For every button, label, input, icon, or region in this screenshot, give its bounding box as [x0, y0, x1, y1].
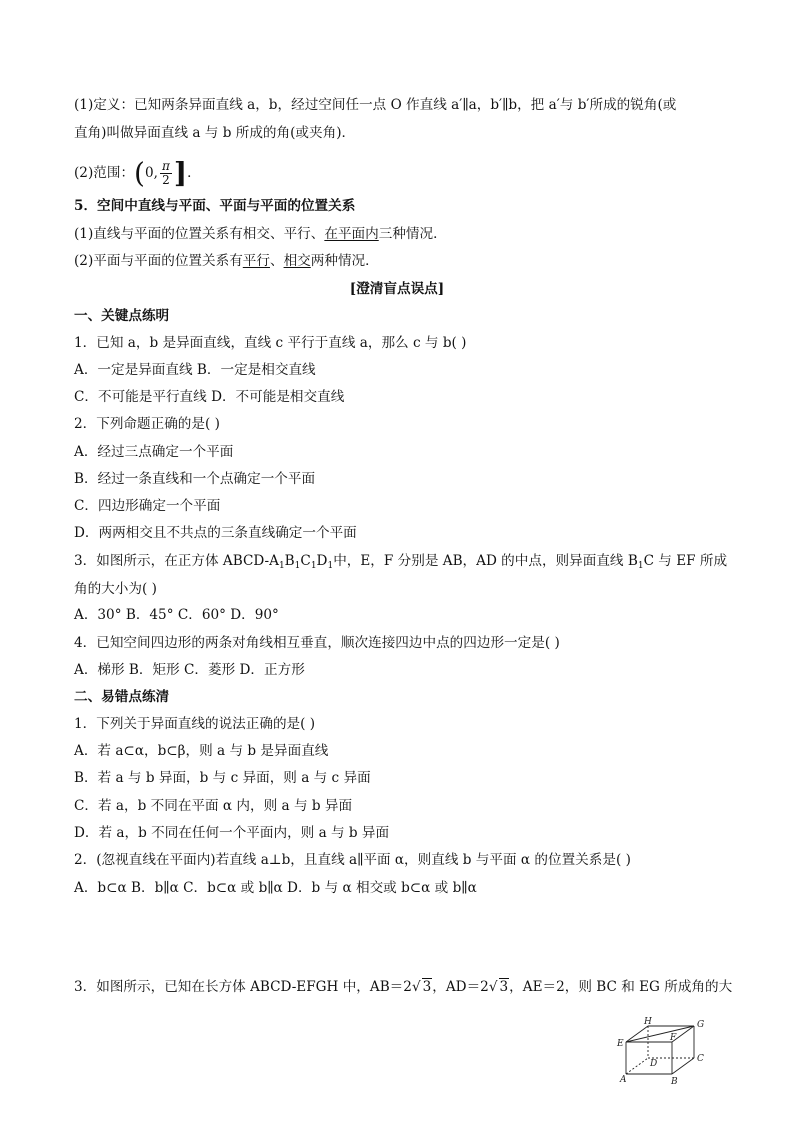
p1-q2-option-c: C．四边形确定一个平面: [74, 498, 221, 514]
p1-q3: 3．如图所示，在正方体 ABCD-$A_1B_1C_1D_1$中，E，F 分别是 AB，AD 的中点，则异面直线 $B_1C$ 与 EF 所成: [74, 553, 728, 571]
p1-q2: 2．下列命题正确的是( ): [74, 416, 220, 432]
p1-q2-option-b: B．经过一条直线和一个点确定一个平面: [74, 471, 316, 487]
underlined-answer: 平行: [242, 253, 270, 269]
text: C 与 EF 所成: [643, 553, 728, 569]
text: 3．如图所示，在正方体 ABCD-A: [74, 553, 279, 569]
p1-q3-line-2: 角的大小为( ): [74, 581, 157, 597]
angle-definition-line-2: 直角)叫做异面直线 a 与 b 所成的角(或夹角)．: [74, 125, 356, 141]
sqrt-radicand: 3: [422, 979, 432, 995]
range-close-bracket: ]: [173, 156, 188, 190]
p2-q1: 1．下列关于异面直线的说法正确的是( ): [74, 716, 316, 732]
frac-num: π: [161, 159, 170, 173]
text: ，AE＝2，则 BC 和 EG 所成角的大: [509, 979, 733, 995]
clarify-header: [澄清盲点误点]: [349, 281, 445, 297]
p2-q1-option-b: B．若 a 与 b 异面，b 与 c 异面，则 a 与 c 异面: [74, 770, 371, 786]
range-end: ．: [187, 165, 201, 181]
p1-q4-options: A．梯形 B．矩形 C．菱形 D．正方形: [74, 662, 305, 678]
part-2-title: 二、易错点练清: [74, 689, 170, 705]
p2-q2: 2．(忽视直线在平面内)若直线 a⊥b，且直线 a∥平面 α，则直线 b 与平面 α 的位置关系是( ): [74, 852, 631, 868]
range-prefix: (2)范围：: [74, 165, 135, 181]
text: 两种情况．: [310, 253, 379, 269]
underlined-answer: 相交: [283, 253, 311, 269]
label-B: B: [671, 1077, 678, 1087]
p1-q1: 1．已知 a，b 是异面直线，直线 c 平行于直线 a，那么 c 与 b( ): [74, 335, 467, 351]
p1-q4: 4．已知空间四边形的两条对角线相互垂直，顺次连接四边中点的四边形一定是( ): [74, 635, 560, 651]
underlined-answer: 在平面内: [324, 226, 379, 242]
cuboid-figure: [614, 1014, 714, 1088]
p1-q1-options-ab: A．一定是异面直线 B．一定是相交直线: [74, 362, 316, 378]
part-1-title: 一、关键点练明: [74, 308, 170, 324]
sqrt-radicand: 3: [499, 979, 509, 995]
section-5-title: 5．空间中直线与平面、平面与平面的位置关系: [74, 198, 356, 214]
range-zero: 0,: [144, 165, 158, 181]
p1-q1-options-cd: C．不可能是平行直线 D．不可能是相交直线: [74, 389, 345, 405]
range-open-paren: (: [134, 156, 145, 190]
text: 、: [269, 253, 284, 269]
p2-q1-option-d: D．若 a，b 不同在任何一个平面内，则 a 与 b 异面: [74, 825, 390, 841]
text: 中，E，F 分别是 AB，AD 的中点，则异面直线 B: [333, 553, 638, 569]
p1-q3-options: A．30° B．45° C．60° D．90°: [74, 607, 279, 623]
label-D: D: [650, 1059, 658, 1069]
p1-q2-option-a: A．经过三点确定一个平面: [74, 444, 234, 460]
section-5-line-1: [74, 225, 447, 243]
angle-definition-line-1: (1)定义：已知两条异面直线 a，b，经过空间任一点 O 作直线 a′∥a，b′∥b，把 a′与 b′所成的锐角(或: [74, 97, 677, 113]
text: (2)平面与平面的位置关系有: [74, 253, 243, 269]
text: (1)直线与平面的位置关系有相交、平行、: [74, 226, 325, 242]
label-G: G: [697, 1020, 705, 1030]
p2-q1-option-c: C．若 a，b 不同在平面 α 内，则 a 与 b 异面: [74, 798, 353, 814]
label-F: F: [670, 1033, 677, 1043]
text: 3．如图所示，已知在长方体 ABCD-EFGH 中，AB＝2: [74, 979, 412, 995]
p2-q3: 3．如图所示，已知在长方体 ABCD-EFGH 中，AB＝2√ 3，AD＝2√ 3，AE＝2，则 BC 和 EG 所成角的大: [74, 979, 733, 995]
label-E: E: [617, 1039, 624, 1049]
angle-range: [74, 156, 201, 190]
section-5-line-2: [74, 252, 379, 270]
p1-q2-option-d: D．两两相交且不共点的三条直线确定一个平面: [74, 525, 357, 541]
text: 三种情况．: [378, 226, 447, 242]
p2-q1-option-a: A．若 a⊂α，b⊂β，则 a 与 b 是异面直线: [74, 743, 329, 759]
text: ，AD＝2: [432, 979, 489, 995]
label-A: A: [620, 1075, 627, 1085]
label-H: H: [644, 1017, 652, 1027]
label-C: C: [697, 1054, 704, 1064]
frac-den: 2: [162, 173, 170, 187]
p2-q2-options: A．b⊂α B．b∥α C．b⊂α 或 b∥α D．b 与 α 相交或 b⊂α 或 b∥α: [74, 880, 477, 896]
pi-over-two: [160, 160, 172, 187]
